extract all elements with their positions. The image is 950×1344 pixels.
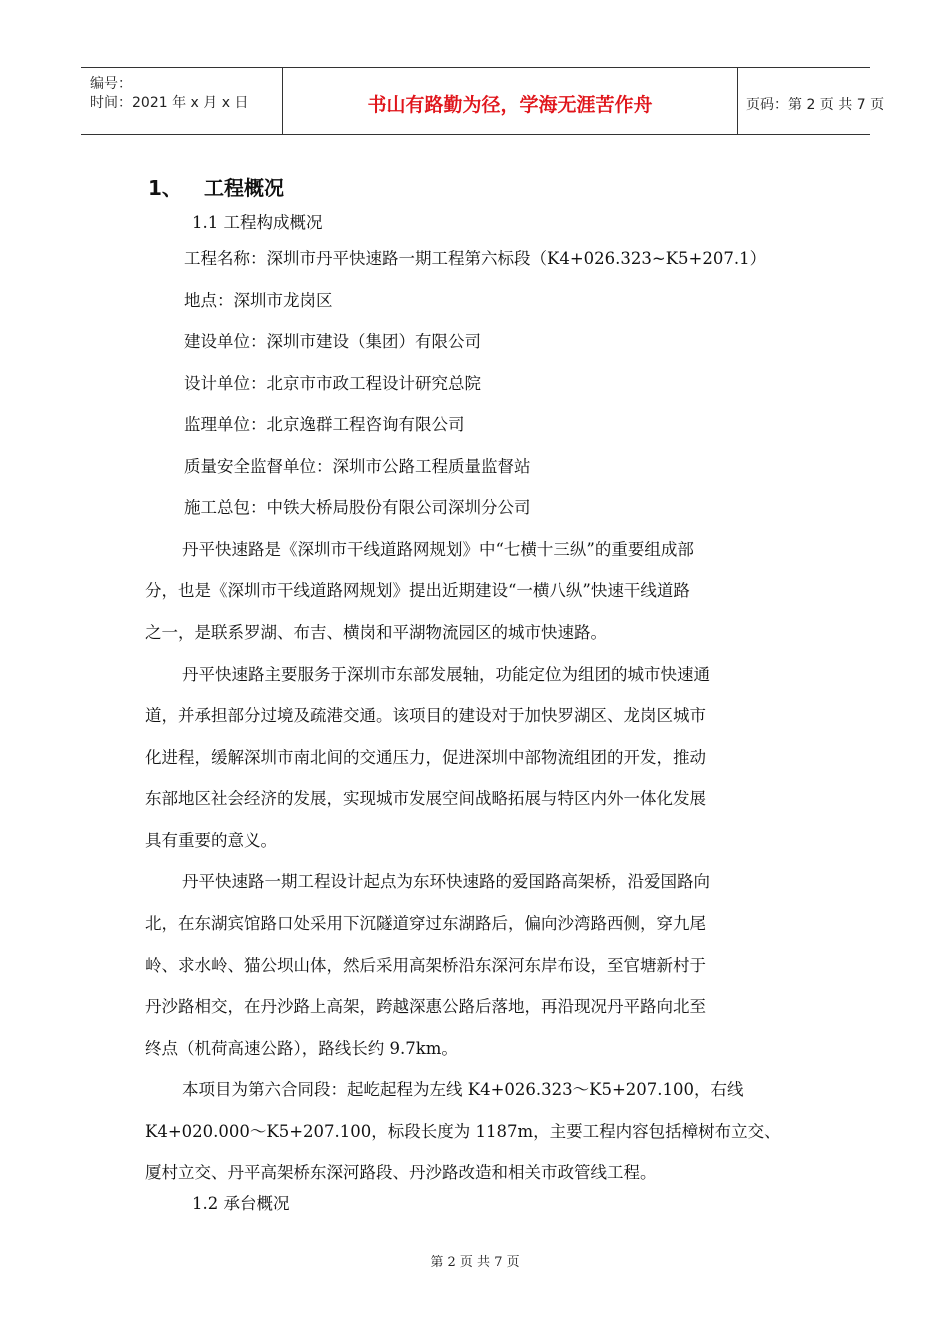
field-location: 地点：深圳市龙岗区 xyxy=(184,291,333,310)
paragraph-line: 具有重要的意义。 xyxy=(145,831,277,850)
field-supervisor: 监理单位：北京逸群工程咨询有限公司 xyxy=(184,415,465,434)
paragraph-line: 丹平快速路主要服务于深圳市东部发展轴，功能定位为组团的城市快速通 xyxy=(182,665,710,684)
page-header xyxy=(81,67,885,135)
field-quality-station: 质量安全监督单位：深圳市公路工程质量监督站 xyxy=(184,457,531,476)
paragraph-line: 丹沙路相交，在丹沙路上高架，跨越深惠公路后落地，再沿现况丹平路向北至 xyxy=(145,997,706,1016)
paragraph-line: 化进程，缓解深圳市南北间的交通压力，促进深圳中部物流组团的开发，推动 xyxy=(145,748,706,767)
paragraph-line: 本项目为第六合同段：起屹起程为左线 K4+026.323～K5+207.100，右线 xyxy=(182,1080,744,1099)
header-page-cell xyxy=(738,68,885,134)
subsection-heading: 1.2 承台概况 xyxy=(192,1194,290,1213)
section-title: 工程概况 xyxy=(204,176,284,200)
section-heading xyxy=(148,172,284,201)
section-number: 1、 xyxy=(148,176,182,200)
paragraph-line: 分，也是《深圳市干线道路网规划》提出近期建设“一横八纵”快速干线道路 xyxy=(145,581,690,600)
page-code: 页码：第 2 页 共 7 页 xyxy=(746,97,885,113)
paragraph-line: 东部地区社会经济的发展，实现城市发展空间战略拓展与特区内外一体化发展 xyxy=(145,789,706,808)
paragraph-line: 道，并承担部分过境及疏港交通。该项目的建设对于加快罗湖区、龙岗区城市 xyxy=(145,706,706,725)
paragraph-line: 丹平快速路是《深圳市干线道路网规划》中“七横十三纵”的重要组成部 xyxy=(182,540,694,559)
paragraph-line: 之一，是联系罗湖、布吉、横岗和平湖物流园区的城市快速路。 xyxy=(145,623,607,642)
paragraph-line: 丹平快速路一期工程设计起点为东环快速路的爱国路高架桥，沿爱国路向 xyxy=(182,872,710,891)
field-designer: 设计单位：北京市市政工程设计研究总院 xyxy=(184,374,481,393)
subsection-heading: 1.1 工程构成概况 xyxy=(192,213,323,232)
paragraph-line: 终点（机荷高速公路），路线长约 9.7km。 xyxy=(145,1039,458,1058)
field-owner: 建设单位：深圳市建设（集团）有限公司 xyxy=(184,332,481,351)
paragraph-line: 北，在东湖宾馆路口处采用下沉隧道穿过东湖路后，偏向沙湾路西侧，穿九尾 xyxy=(145,914,706,933)
motto: 书山有路勤为径，学海无涯苦作舟 xyxy=(367,94,653,116)
page-footer: 第 2 页 共 7 页 xyxy=(430,1255,520,1270)
header-motto-cell xyxy=(283,68,738,134)
paragraph-line: 厦村立交、丹平高架桥东深河路段、丹沙路改造和相关市政管线工程。 xyxy=(145,1163,657,1182)
header-meta-cell xyxy=(81,68,283,134)
paragraph-line: 岭、求水岭、猫公坝山体，然后采用高架桥沿东深河东岸布设，至官塘新村于 xyxy=(145,956,706,975)
field-project-name: 工程名称：深圳市丹平快速路一期工程第六标段（K4+026.323~K5+207.1） xyxy=(184,249,767,268)
document-number: 编号： xyxy=(90,76,132,92)
paragraph-line: K4+020.000～K5+207.100，标段长度为 1187m，主要工程内容包括樟树布立交、 xyxy=(145,1122,781,1141)
document-date: 时间：2021 年 x 月 x 日 xyxy=(90,95,249,111)
field-contractor: 施工总包：中铁大桥局股份有限公司深圳分公司 xyxy=(184,498,531,517)
